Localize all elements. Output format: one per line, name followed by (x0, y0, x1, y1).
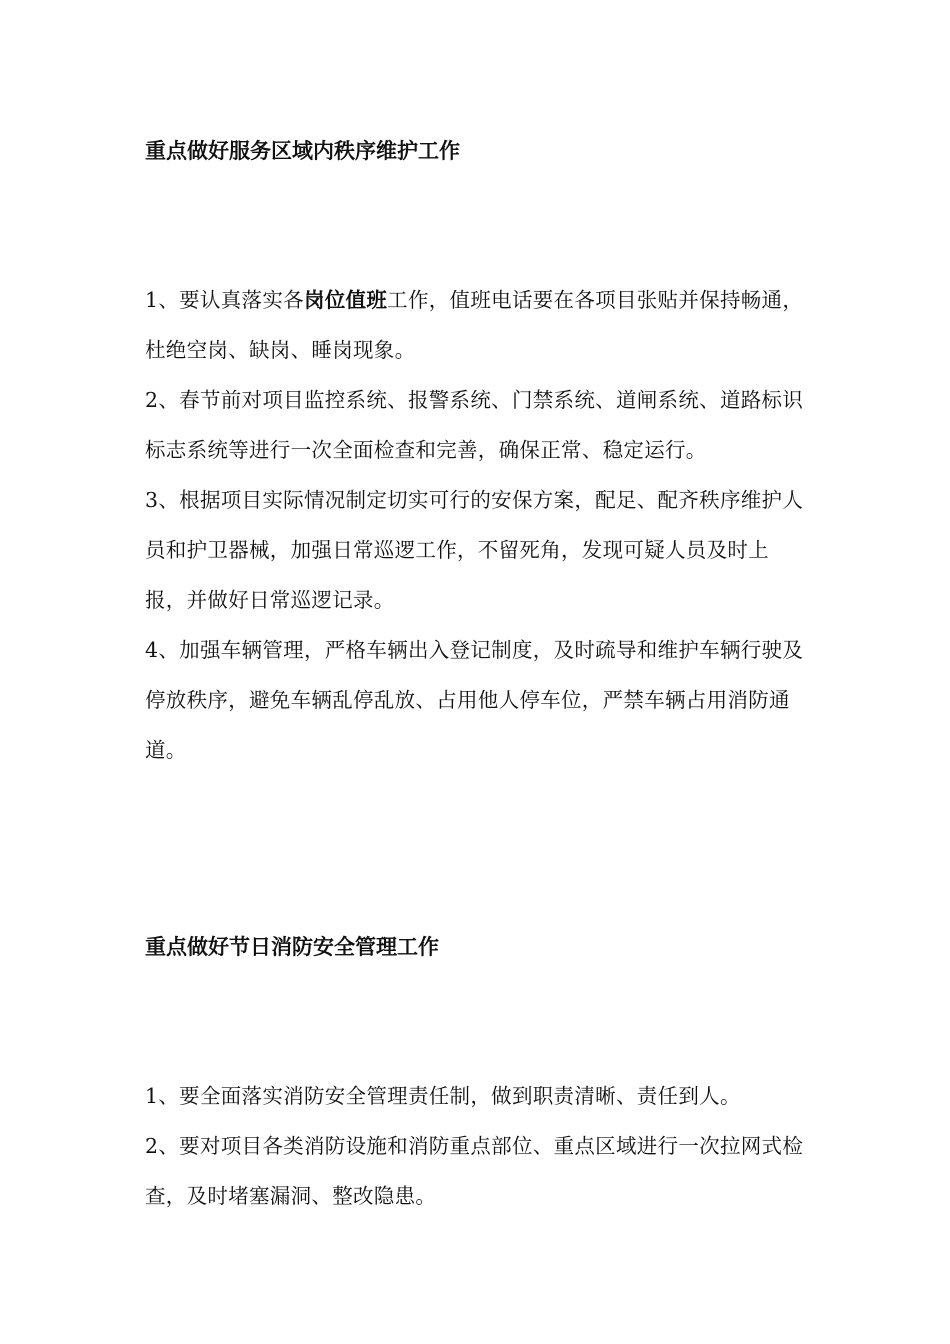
section-2-heading: 重点做好节日消防安全管理工作 (145, 935, 439, 959)
section-1-item-1 (145, 275, 810, 375)
section-1-item-4: 4、加强车辆管理，严格车辆出入登记制度，及时疏导和维护车辆行驶及停放秩序，避免车辆乱停乱放、占用他人停车位，严禁车辆占用消防通道。 (145, 638, 804, 762)
section-1-item-3: 3、根据项目实际情况制定切实可行的安保方案，配足、配齐秩序维护人员和护卫器械，加强日常巡逻工作，不留死角，发现可疑人员及时上报，并做好日常巡逻记录。 (145, 488, 804, 612)
section-1-heading: 重点做好服务区域内秩序维护工作 (145, 139, 460, 163)
section-1-item-2: 2、春节前对项目监控系统、报警系统、门禁系统、道闸系统、道路标识标志系统等进行一次全面检查和完善，确保正常、稳定运行。 (145, 388, 804, 462)
section-2-item-2: 2、要对项目各类消防设施和消防重点部位、重点区域进行一次拉网式检查，及时堵塞漏洞、整改隐患。 (145, 1134, 804, 1208)
item-1-text-after: 工作，值班电话要在各项目张贴并保持畅通，杜绝空岗、缺岗、睡岗现象。 (145, 288, 804, 362)
section-2-item-1: 1、要全面落实消防安全管理责任制，做到职责清晰、责任到人。 (145, 1084, 741, 1108)
item-1-text-before: 1、要认真落实各 (145, 288, 304, 312)
item-1-emphasis: 岗位值班 (303, 288, 388, 312)
